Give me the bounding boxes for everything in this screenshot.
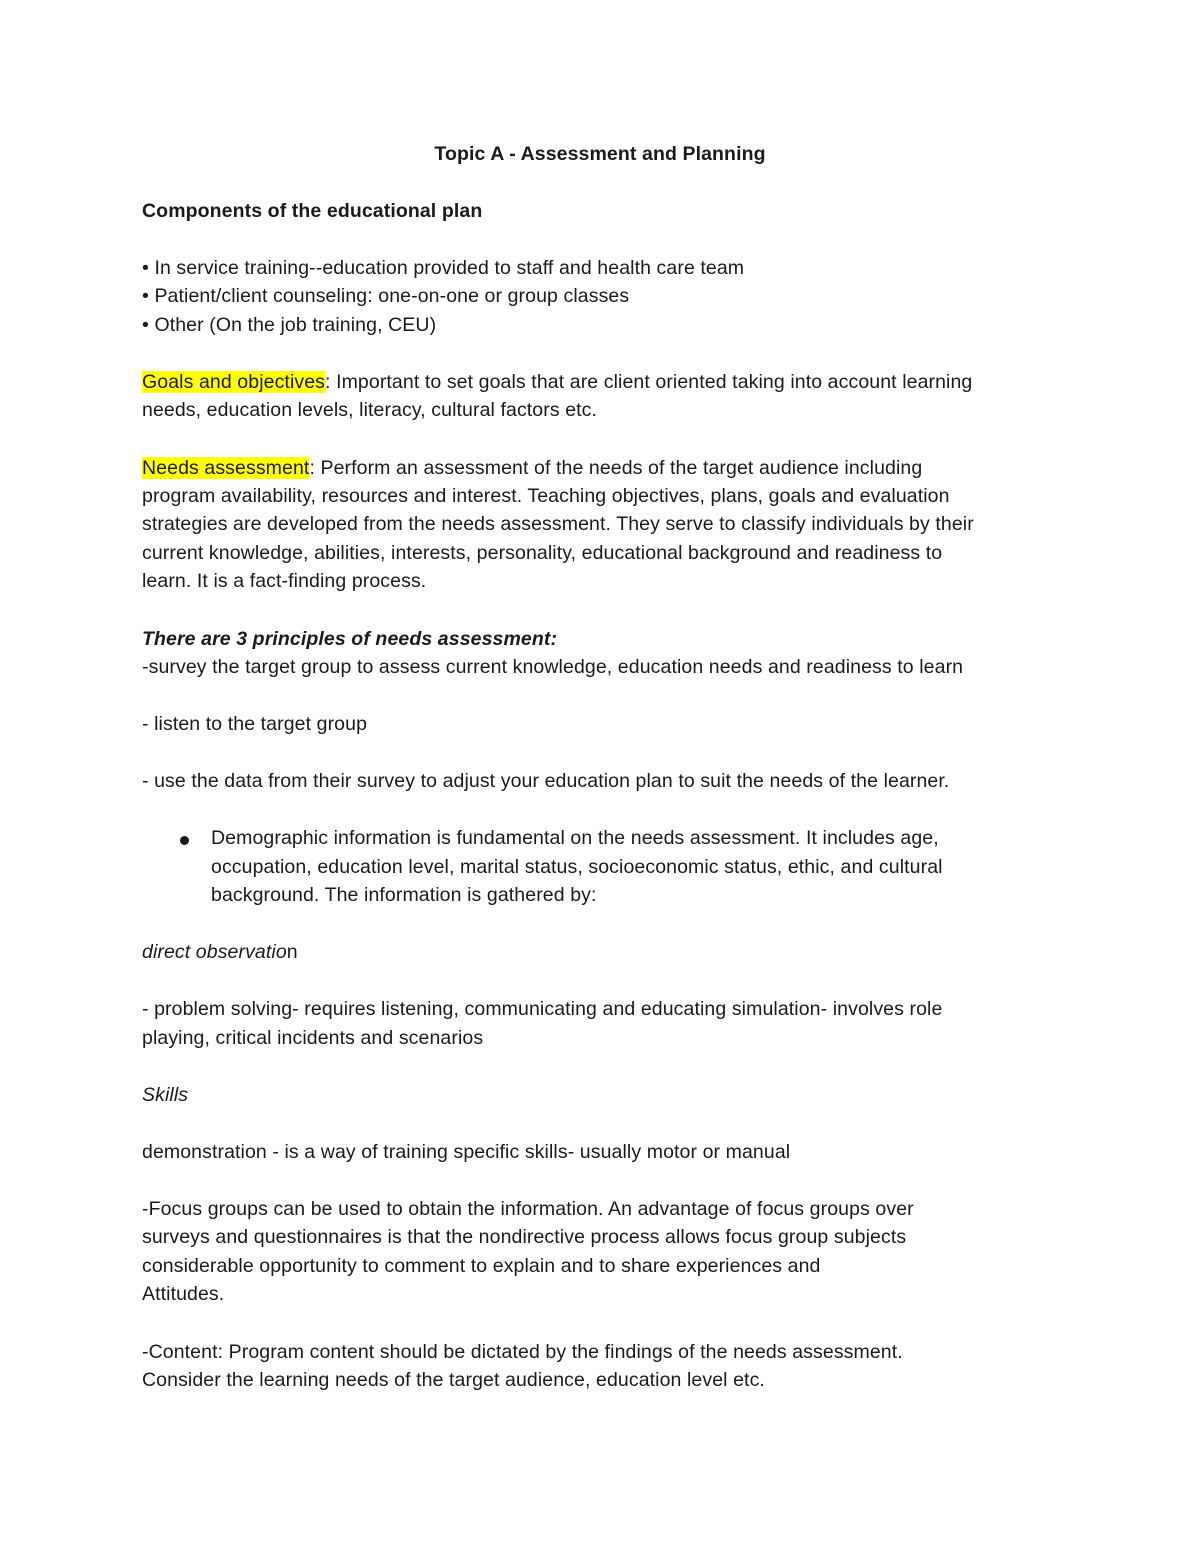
content-line-2: Consider the learning needs of the target audience, education level etc. (142, 1369, 765, 1391)
components-heading: Components of the educational plan (142, 200, 483, 222)
principle-3: - use the data from their survey to adjust your education plan to suit the needs of the learner. (142, 770, 950, 792)
focus-line-4: Attitudes. (142, 1283, 225, 1305)
principle-1: -survey the target group to assess current knowledge, education needs and readiness to learn (142, 656, 964, 678)
observation-italic: direct observatio (142, 941, 287, 963)
bullet-icon (180, 836, 189, 845)
needs-paragraph-line-5: learn. It is a fact-finding process. (142, 570, 427, 592)
needs-text: : Perform an assessment of the needs of the target audience including (309, 457, 923, 479)
components-item-3: • Other (On the job training, CEU) (142, 314, 437, 336)
focus-line-3: considerable opportunity to comment to explain and to share experiences and (142, 1255, 821, 1277)
focus-line-2: surveys and questionnaires is that the nondirective process allows focus group subjects (142, 1226, 907, 1248)
content-line-1: -Content: Program content should be dictated by the findings of the needs assessment. (142, 1341, 903, 1363)
problem-line-2: playing, critical incidents and scenarios (142, 1027, 484, 1049)
principles-heading: There are 3 principles of needs assessment: (142, 628, 558, 650)
observation-line (142, 938, 298, 967)
demonstration-line: demonstration - is a way of training specific skills- usually motor or manual (142, 1141, 791, 1163)
demographic-line-2: occupation, education level, marital status, socioeconomic status, ethic, and cultural (211, 856, 943, 878)
needs-paragraph-line-2: program availability, resources and interest. Teaching objectives, plans, goals and evaluation (142, 485, 950, 507)
goals-term-highlight: Goals and objectives (142, 371, 326, 393)
skills-label: Skills (142, 1084, 189, 1106)
goals-paragraph-line-2: needs, education levels, literacy, cultural factors etc. (142, 399, 598, 421)
focus-line-1: -Focus groups can be used to obtain the information. An advantage of focus groups over (142, 1198, 914, 1220)
page-title: Topic A - Assessment and Planning (434, 143, 766, 165)
principle-2: - listen to the target group (142, 713, 368, 735)
goals-text: : Important to set goals that are client oriented taking into account learning (325, 371, 973, 393)
goals-paragraph-line-1 (142, 368, 972, 397)
needs-paragraph-line-4: current knowledge, abilities, interests, personality, educational background and readiness to (142, 542, 943, 564)
needs-paragraph-line-1 (142, 454, 922, 483)
components-item-2: • Patient/client counseling: one-on-one or group classes (142, 285, 630, 307)
demographic-line-1: Demographic information is fundamental on the needs assessment. It includes age, (211, 827, 939, 849)
problem-line-1: - problem solving- requires listening, communicating and educating simulation- involves role (142, 998, 943, 1020)
demographic-line-3: background. The information is gathered by: (211, 884, 597, 906)
observation-rest: n (286, 941, 298, 963)
needs-term-highlight: Needs assessment (142, 457, 310, 479)
components-item-1: • In service training--education provided to staff and health care team (142, 257, 745, 279)
needs-paragraph-line-3: strategies are developed from the needs assessment. They serve to classify individuals by their (142, 513, 974, 535)
